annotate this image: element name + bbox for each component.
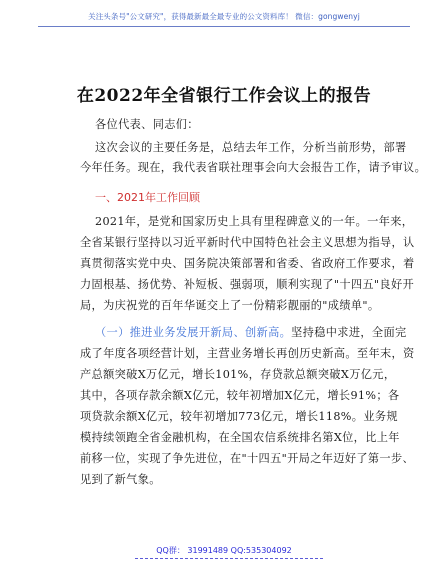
greeting: 各位代表、同志们：	[95, 118, 199, 131]
paragraph2-line-1	[95, 326, 407, 340]
paragraph2-line-7: 前移一位，实现了争先进位，在"十四五"开局之年迈好了第一步、	[80, 452, 415, 465]
paragraph2-line-4: 其中，各项存款余额X亿元，较年初增加X亿元，增长91%；各	[80, 389, 400, 402]
document-title: 在2022年全省银行工作会议上的报告	[76, 86, 372, 106]
section-heading: 一、2021年工作回顾	[95, 191, 200, 204]
paragraph1-line-1: 2021年，是党和国家历史上具有里程碑意义的一年。一年来，	[95, 215, 414, 228]
paragraph2-first-rest: 坚持稳中求进，全面完	[291, 326, 407, 339]
footer-contacts[interactable]: QQ群： 31991489 QQ:535304092	[156, 546, 292, 555]
paragraph2-line-5: 项贷款余额X亿元，较年初增加773亿元，增长118%。业务规	[80, 410, 398, 423]
intro-line-2: 今年任务。现在，我代表省联社理事会向大会报告工作，请予审议。	[80, 161, 427, 174]
paragraph1-line-5: 局，为庆祝党的百年华诞交上了一份精彩靓丽的"成绩单"。	[80, 299, 380, 312]
paragraph1-line-3: 真贯彻落实党中央、国务院决策部署和省委、省政府工作要求，着	[80, 257, 415, 270]
paragraph2-line-6: 模持续领跑全省金融机构，在全国农信系统排名第X位，比上年	[80, 431, 400, 444]
header-divider	[38, 26, 410, 27]
paragraph2-line-3: 产总额突破X万亿元，增长101%，存贷款总额突破X万亿元，	[80, 368, 396, 381]
paragraph2-subheading: （一）推进业务发展开新局、创新高。	[95, 326, 292, 339]
paragraph2-line-2: 成了年度各项经营计划，主营业务增长再创历史新高。至年末，资	[80, 347, 415, 360]
intro-line-1: 这次会议的主要任务是，总结去年工作，分析当前形势，部署	[95, 141, 407, 154]
paragraph1-line-2: 全省某银行坚持以习近平新时代中国特色社会主义思想为指导，认	[80, 236, 415, 249]
footer-divider	[135, 558, 323, 559]
paragraph2-line-8: 见到了新气象。	[80, 473, 161, 486]
header-banner[interactable]: 关注头条号"公文研究"，获得最新最全最专业的公文资料库！ 微信：gongwenyj	[88, 12, 360, 21]
paragraph1-line-4: 力固根基、扬优势、补短板、强弱项，顺利实现了"十四五"良好开	[80, 278, 415, 291]
